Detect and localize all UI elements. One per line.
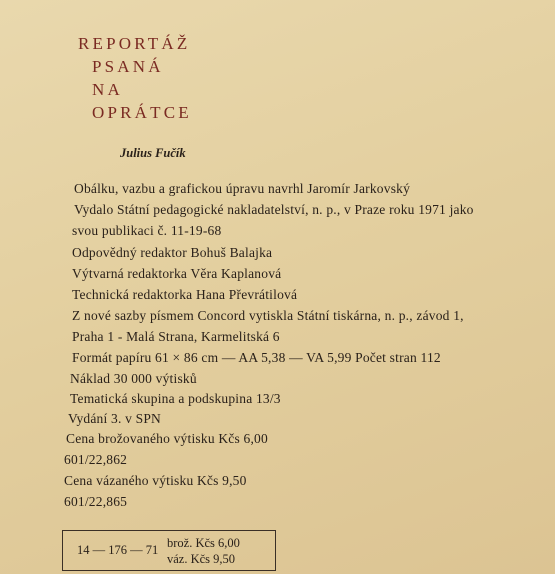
- title-line-2: PSANÁ: [92, 57, 164, 76]
- imprint-line: Cena brožovaného výtisku Kčs 6,00: [66, 431, 268, 446]
- price-paperback: brož. Kčs 6,00: [167, 536, 240, 550]
- imprint-line: Obálku, vazbu a grafickou úpravu navrhl Jaromír Jarkovský: [74, 181, 411, 196]
- imprint-line: Cena vázaného výtisku Kčs 9,50: [64, 473, 247, 488]
- imprint-line: Z nové sazby písmem Concord vytiskla Státní tiskárna, n. p., závod 1,: [72, 308, 464, 323]
- imprint-line: Náklad 30 000 výtisků: [70, 371, 197, 386]
- author-name: Julius Fučík: [120, 146, 186, 160]
- imprint-line: svou publikaci č. 11-19-68: [72, 223, 222, 238]
- imprint-line: Vydání 3. v SPN: [68, 411, 162, 426]
- imprint-line: Formát papíru 61 × 86 cm — AA 5,38 — VA 5,99 Počet stran 112: [72, 350, 441, 365]
- title-line-4: OPRÁTCE: [92, 103, 192, 122]
- imprint-line: Vydalo Státní pedagogické nakladatelství, n. p., v Praze roku 1971 jako: [74, 202, 474, 217]
- catalog-code: 14 — 176 — 71: [77, 543, 159, 557]
- imprint-line: 601/22,865: [64, 494, 128, 509]
- imprint-line: Praha 1 - Malá Strana, Karmelitská 6: [72, 329, 280, 344]
- imprint-line: Tematická skupina a podskupina 13/3: [70, 391, 281, 406]
- imprint-line: Výtvarná redaktorka Věra Kaplanová: [72, 266, 282, 281]
- imprint-line: Technická redaktorka Hana Převrátilová: [72, 287, 298, 302]
- imprint-line: Odpovědný redaktor Bohuš Balajka: [72, 245, 273, 260]
- price-hardback: váz. Kčs 9,50: [167, 552, 236, 566]
- title-line-3: NA: [92, 80, 123, 99]
- price-colophon-box: [62, 530, 276, 571]
- imprint-line: 601/22,862: [64, 452, 128, 467]
- title-line-1: REPORTÁŽ: [78, 34, 191, 53]
